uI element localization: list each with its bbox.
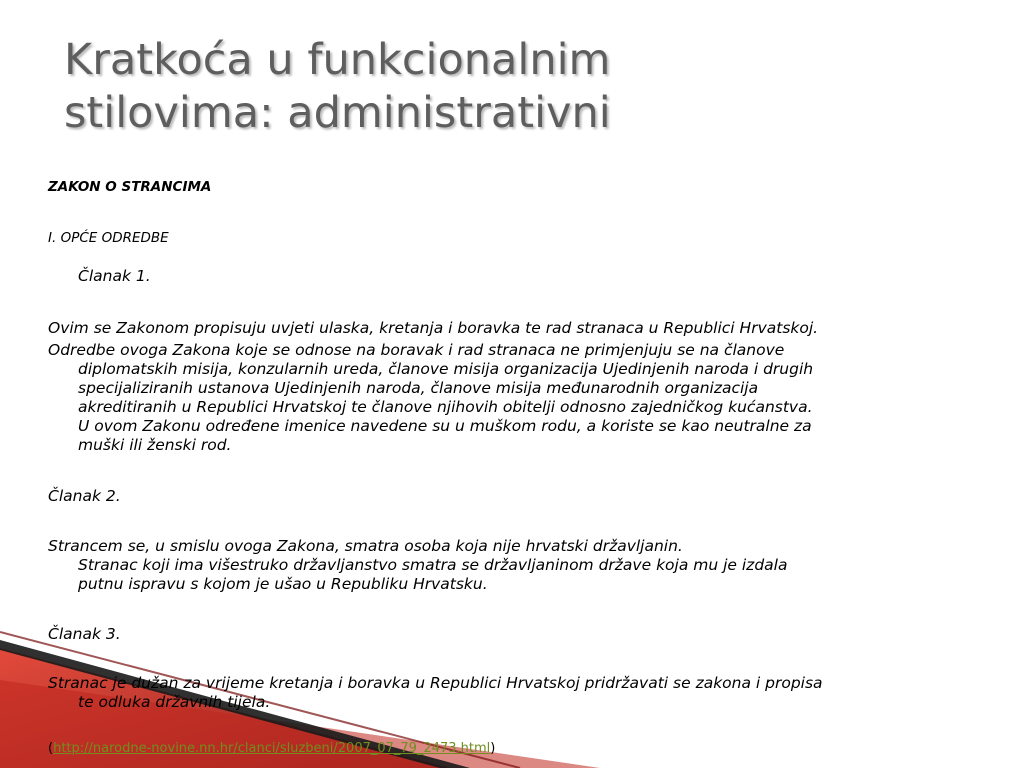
section-title: I. OPĆE ODREDBE (48, 230, 169, 246)
article-1-paragraph-2-line: U ovom Zakonu određene imenice navedene su u muškom rodu, a koriste se kao neutralne za (78, 417, 812, 435)
article-2-line: Strancem se, u smislu ovoga Zakona, smatra osoba koja nije hrvatski državljanin. (48, 537, 683, 555)
article-1-paragraph-2-line: specijaliziranih ustanova Ujedinjenih naroda, članove misija međunarodnih organizacija (78, 379, 759, 397)
article-2-line: Stranac koji ima višestruko državljanstvo smatra se državljaninom države koja mu je izdala (78, 556, 788, 574)
article-2-line: putnu ispravu s kojom je ušao u Republiku Hrvatsku. (78, 575, 488, 593)
article-1-paragraph-2-line: Odredbe ovoga Zakona koje se odnose na boravak i rad stranaca ne primjenjuju se na članove (48, 341, 785, 359)
slide-title-line2: stilovima: administrativni (64, 88, 611, 138)
source-citation (48, 739, 495, 758)
article-1-paragraph-2-line: muški ili ženski rod. (78, 436, 232, 454)
source-close-paren: ) (490, 741, 496, 756)
article-1-paragraph-1: Ovim se Zakonom propisuju uvjeti ulaska, kretanja i boravka te rad stranaca u Republici Hrvatskoj. (48, 319, 819, 337)
source-link[interactable]: http://narodne-novine.nn.hr/clanci/sluzbeni/2007_07_79_2473.html (53, 741, 491, 756)
article-3-line: Stranac je dužan za vrijeme kretanja i boravka u Republici Hrvatskoj pridržavati se zakona i propisa (48, 674, 823, 692)
article-2-label: Članak 2. (48, 487, 121, 505)
document-body (48, 0, 1018, 768)
law-title: ZAKON O STRANCIMA (48, 179, 212, 195)
article-3-label: Članak 3. (48, 625, 121, 643)
source-open-paren: ( (48, 741, 54, 756)
article-1-paragraph-2-line: diplomatskih misija, konzularnih ureda, članove misija organizacija Ujedinjenih naroda i drugih (78, 360, 814, 378)
article-1-paragraph-2-line: akreditiranih u Republici Hrvatskoj te članove njihovih obitelji odnosno zajedničkog kućanstva. (78, 398, 813, 416)
slide-title-line1: Kratkoća u funkcionalnim (64, 35, 611, 85)
article-1-label: Članak 1. (78, 267, 151, 285)
article-3-line: te odluka državnih tijela. (78, 693, 271, 711)
